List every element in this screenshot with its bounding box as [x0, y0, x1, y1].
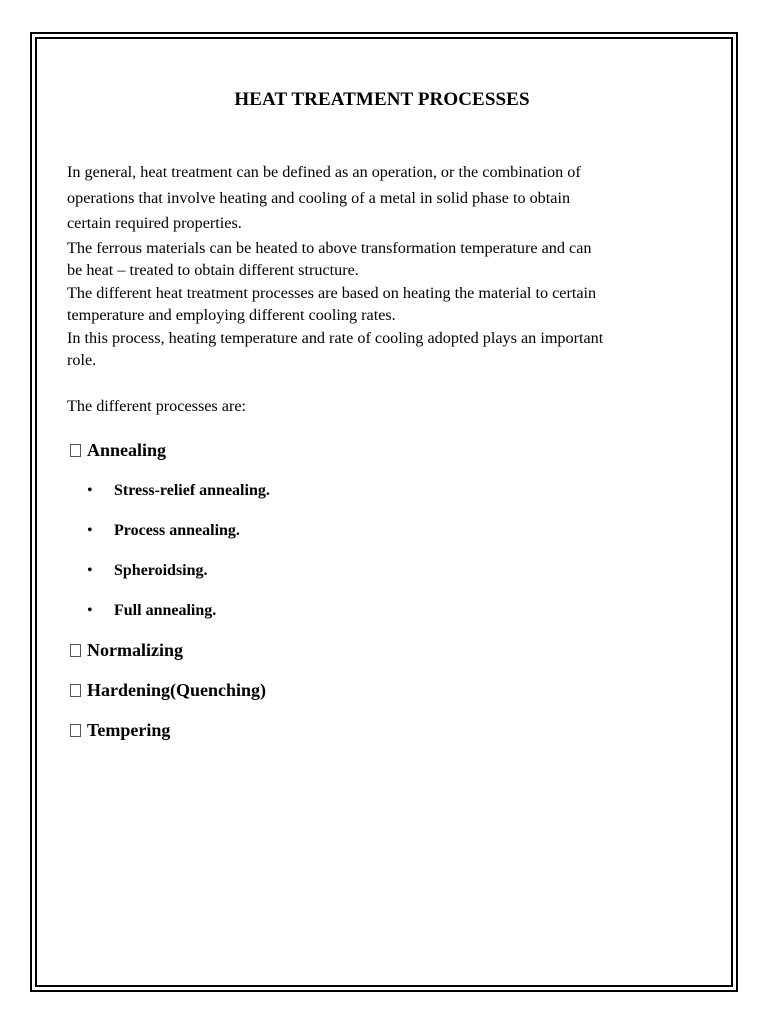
process-label: Hardening(Quenching) — [87, 679, 267, 700]
subtype-item — [67, 520, 697, 542]
document-title: HEAT TREATMENT PROCESSES — [234, 89, 530, 110]
paragraph-3 — [67, 282, 697, 327]
subtype-label: Stress-relief annealing. — [114, 481, 270, 499]
bullet-icon: • — [87, 521, 93, 539]
paragraph-3-line-1: The different heat treatment processes are based on heating the material to certain — [67, 283, 597, 302]
body-paragraphs — [67, 160, 697, 372]
process-item-hardening — [67, 678, 697, 702]
paragraph-3-line-2: temperature and employing different cooling rates. — [67, 306, 396, 324]
process-item-normalizing — [67, 638, 697, 662]
paragraph-1-line-3: certain required properties. — [67, 214, 242, 232]
process-item-annealing — [67, 438, 697, 462]
checkbox-glyph-icon — [70, 444, 81, 457]
checkbox-glyph-icon — [70, 724, 81, 737]
paragraph-2 — [67, 237, 697, 282]
bullet-icon: • — [87, 481, 93, 499]
process-item-tempering — [67, 718, 697, 742]
paragraph-4 — [67, 327, 697, 372]
paragraph-4-line-2: role. — [67, 351, 97, 369]
checkbox-glyph-icon — [70, 644, 81, 657]
subtype-label: Process annealing. — [114, 521, 240, 539]
processes-intro: The different processes are: — [67, 396, 247, 415]
subtype-label: Spheroidsing. — [114, 561, 208, 579]
paragraph-1-line-1: In general, heat treatment can be defined as an operation, or the combination of — [67, 163, 581, 181]
paragraph-4-line-1: In this process, heating temperature and rate of cooling adopted plays an important — [67, 328, 604, 347]
bullet-icon: • — [87, 561, 93, 579]
subtype-item — [67, 480, 697, 502]
process-list — [67, 438, 697, 742]
subtype-item — [67, 600, 697, 622]
checkbox-glyph-icon — [70, 684, 81, 697]
paragraph-2-line-2: be heat – treated to obtain different structure. — [67, 261, 359, 279]
process-label: Tempering — [87, 719, 171, 740]
process-label: Annealing — [87, 439, 167, 460]
subtype-label: Full annealing. — [114, 601, 217, 619]
bullet-icon: • — [87, 601, 93, 619]
paragraph-1 — [67, 160, 697, 237]
annealing-subtypes — [67, 480, 697, 622]
paragraph-1-line-2: operations that involve heating and cooling of a metal in solid phase to obtain — [67, 188, 571, 207]
paragraph-2-line-1: The ferrous materials can be heated to above transformation temperature and can — [67, 238, 592, 257]
document-body — [67, 88, 697, 742]
process-label: Normalizing — [87, 639, 183, 660]
subtype-item — [67, 560, 697, 582]
